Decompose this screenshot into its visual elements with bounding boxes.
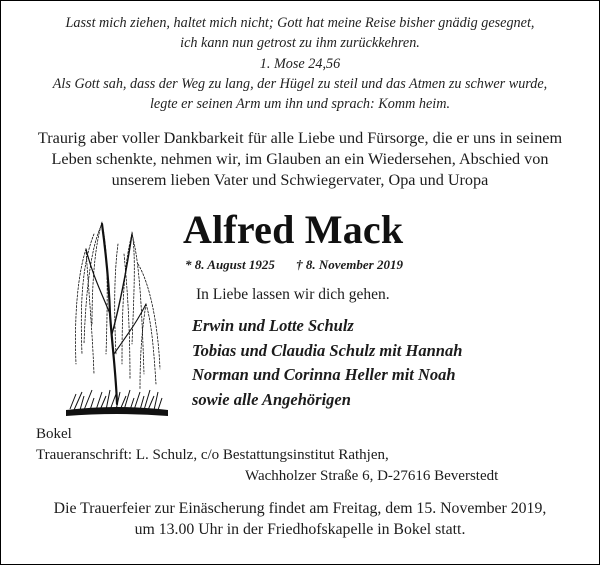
weeping-willow-icon — [62, 204, 172, 424]
address-line-2: Wachholzer Straße 6, D-27616 Beverstedt — [245, 468, 499, 484]
intro-line-3: unserem lieben Vater und Schwiegervater, Opa und Uropa — [111, 171, 489, 189]
death-date: † 8. November 2019 — [296, 257, 403, 272]
verse-line-3: Als Gott sah, dass der Weg zu lang, der Hügel zu steil und das Atmen zu schwer wurde, — [52, 76, 548, 92]
verse-line-4: legte er seinen Arm um ihn und sprach: Komm heim. — [149, 96, 450, 112]
intro-line-2: Leben schenkte, nehmen wir, im Glauben an ein Wiedersehen, Abschied von — [51, 150, 549, 168]
verse-line-1: Lasst mich ziehen, haltet mich nicht; Gott hat meine Reise bisher gnädig gesegnet, — [65, 15, 535, 31]
ceremony-line-1: Die Trauerfeier zur Einäscherung findet am Freitag, dem 15. November 2019, — [53, 500, 547, 517]
mourner-line: Erwin und Lotte Schulz — [192, 316, 354, 335]
place-name: Bokel — [36, 426, 72, 442]
birth-date: * 8. August 1925 — [185, 257, 275, 272]
deceased-name: Alfred Mack — [183, 207, 404, 252]
address-line-1: Traueranschrift: L. Schulz, c/o Bestattungsinstitut Rathjen, — [36, 447, 389, 463]
farewell-text: In Liebe lassen wir dich gehen. — [196, 286, 390, 303]
mourners-list — [192, 314, 462, 412]
mourner-line: Norman und Corinna Heller mit Noah — [192, 365, 456, 384]
mourner-line: sowie alle Angehörigen — [192, 389, 351, 409]
intro-line-1: Traurig aber voller Dankbarkeit für alle Liebe und Fürsorge, die er uns in seinem — [37, 129, 563, 147]
verse-line-2: ich kann nun getrost zu ihm zurückkehren. — [180, 35, 420, 51]
ceremony-line-2: um 13.00 Uhr in der Friedhofskapelle in Bokel statt. — [134, 521, 466, 538]
life-dates — [185, 257, 421, 273]
verse-reference: 1. Mose 24,56 — [259, 56, 341, 72]
mourner-line: Tobias und Claudia Schulz mit Hannah — [192, 340, 463, 360]
